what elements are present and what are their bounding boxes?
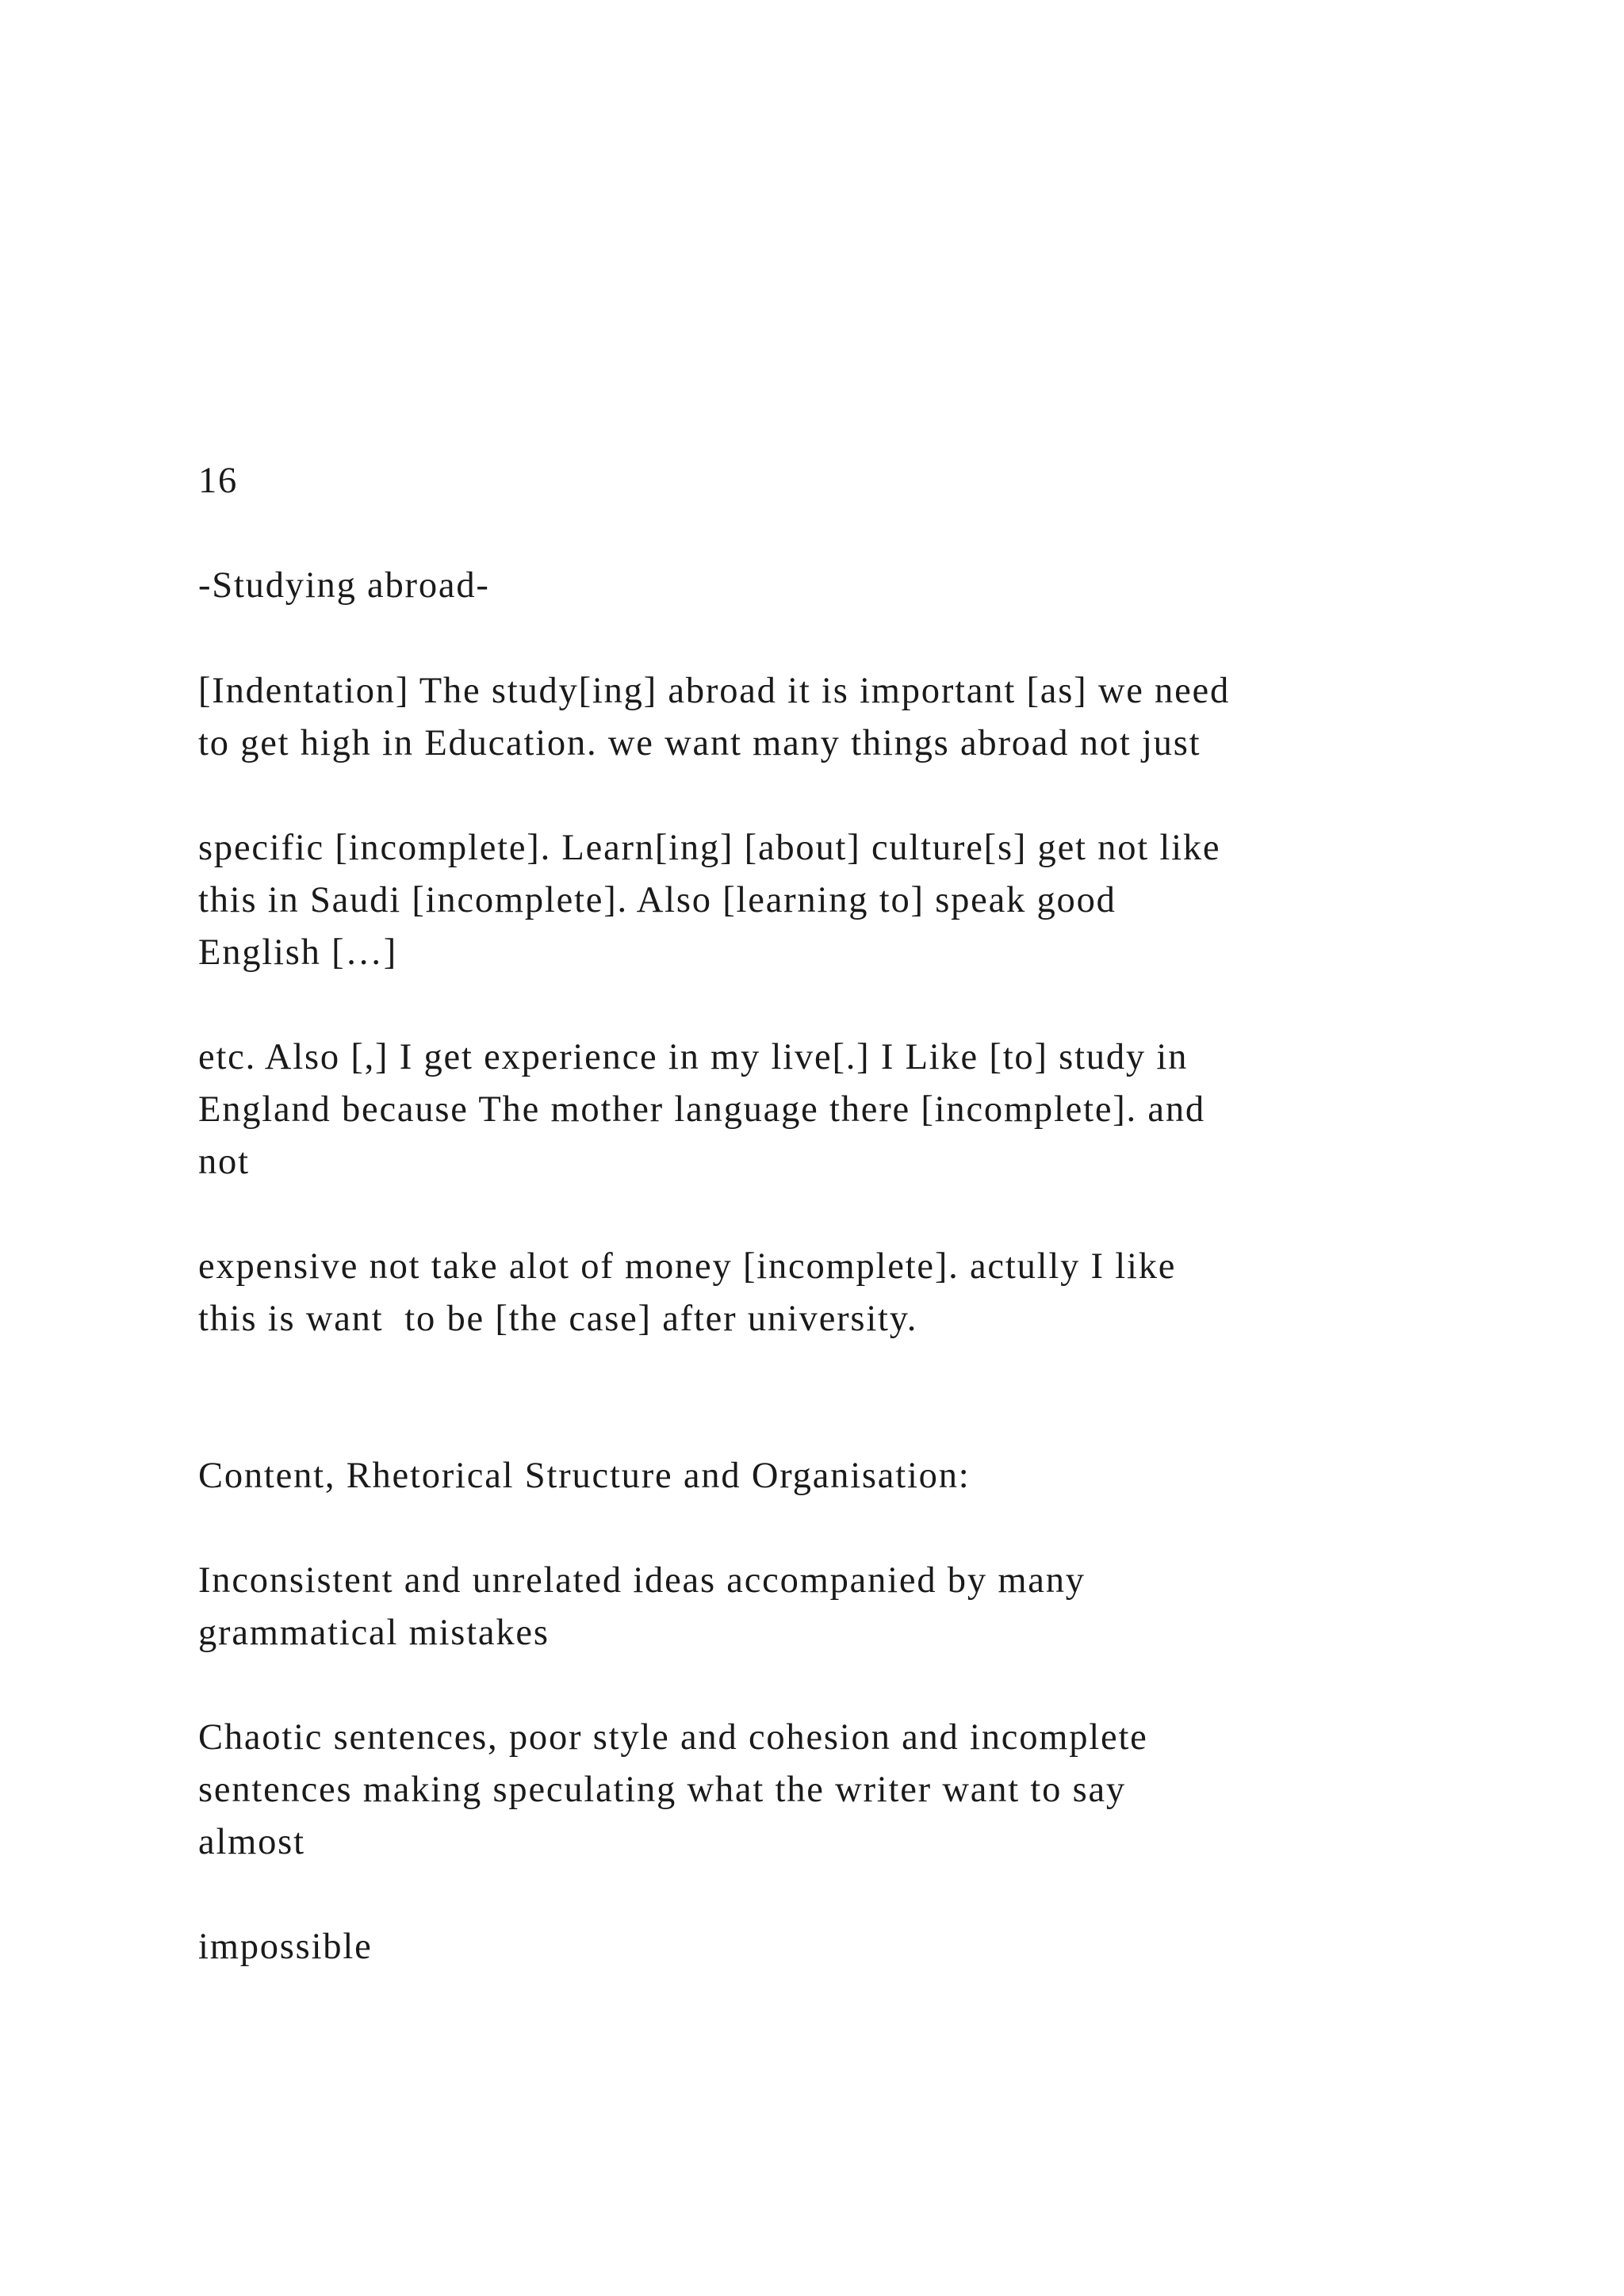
essay-line: English […]	[198, 932, 397, 973]
essay-line: etc. Also [,] I get experience in my live[.] I Like [to] study in	[198, 1037, 1189, 1077]
essay-line: this is want to be [the case] after university.	[198, 1299, 918, 1339]
assessment-line: impossible	[198, 1927, 373, 1967]
page-number: 16	[198, 461, 239, 501]
essay-line: [Indentation] The study[ing] abroad it is important [as] we need	[198, 671, 1231, 711]
essay-title: -Studying abroad-	[198, 565, 490, 606]
assessment-line: sentences making speculating what the writer want to say	[198, 1770, 1126, 1810]
assessment-line: Inconsistent and unrelated ideas accompanied by many	[198, 1560, 1086, 1601]
assessment-line: almost	[198, 1822, 305, 1862]
assessment-heading: Content, Rhetorical Structure and Organisation:	[198, 1456, 971, 1496]
assessment-line: Chaotic sentences, poor style and cohesion and incomplete	[198, 1717, 1148, 1758]
essay-line: England because The mother language there [incomplete]. and	[198, 1089, 1205, 1130]
essay-line: expensive not take alot of money [incomplete]. actully I like	[198, 1246, 1177, 1287]
assessment-line: grammatical mistakes	[198, 1613, 550, 1653]
essay-line: not	[198, 1142, 250, 1182]
essay-line: specific [incomplete]. Learn[ing] [about] culture[s] get not like	[198, 828, 1221, 868]
essay-line: this in Saudi [incomplete]. Also [learning to] speak good	[198, 880, 1116, 920]
essay-line: to get high in Education. we want many things abroad not just	[198, 723, 1201, 763]
